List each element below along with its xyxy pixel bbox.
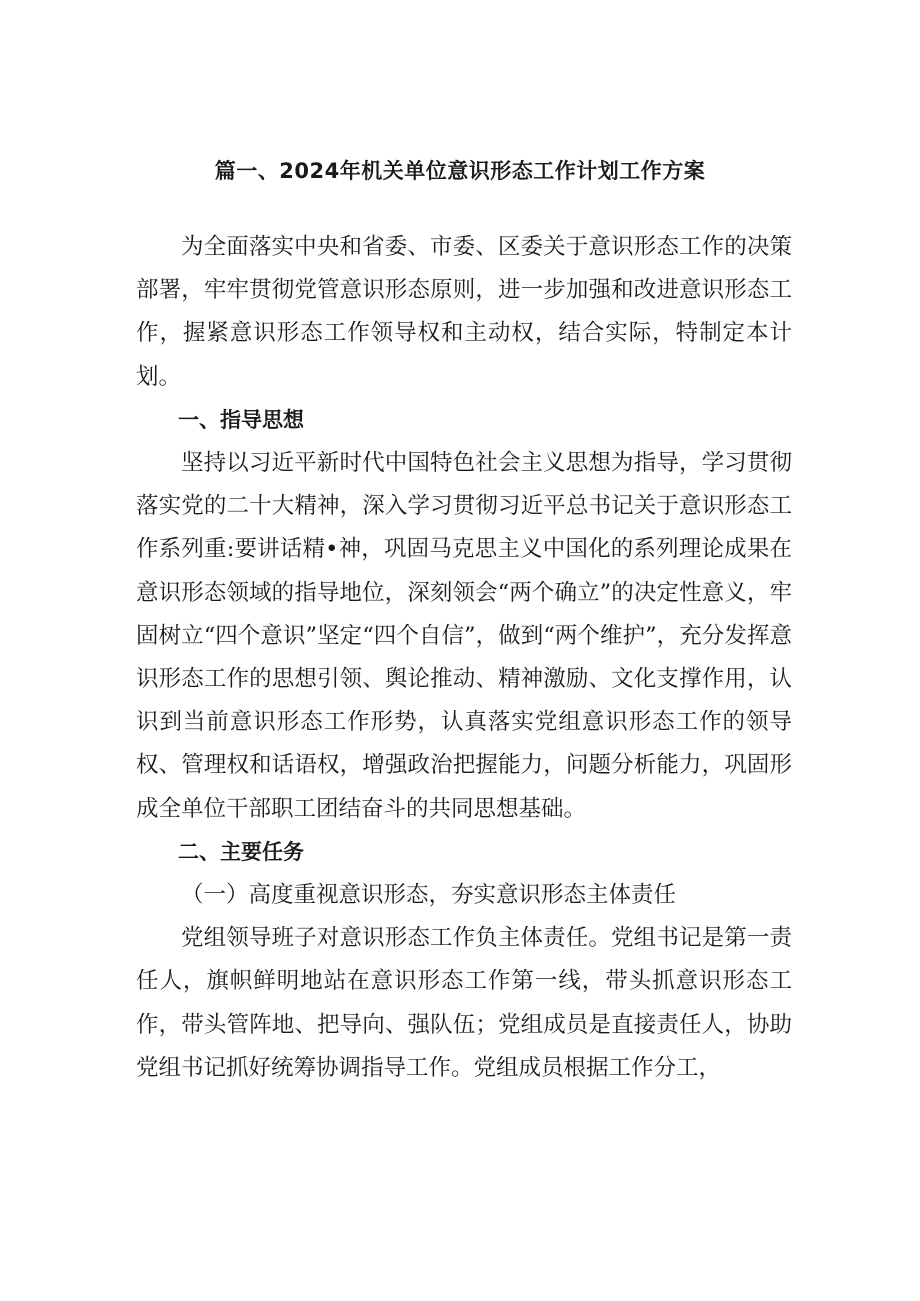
section-heading-guiding-ideology: 一、指导思想 bbox=[178, 407, 304, 432]
responsibility-paragraph: 党组领导班子对意识形态工作负主体责任。党组书记是第一责任人，旗帜鲜明地站在意识形态工作第一线，带头抓意识形态工作，带头管阵地、把导向、强队伍；党组成员是直接责任人，协助党组书记抓好统筹协调指导工作。党组成员根据工作分工， bbox=[136, 925, 792, 1081]
section-heading-main-tasks: 二、主要任务 bbox=[178, 839, 304, 864]
intro-paragraph: 为全面落实中央和省委、市委、区委关于意识形态工作的决策部署，牢牢贯彻党管意识形态原则，进一步加强和改进意识形态工作，握紧意识形态工作领导权和主动权，结合实际，特制定本计划。 bbox=[136, 234, 792, 390]
guiding-ideology-paragraph: 坚持以习近平新时代中国特色社会主义思想为指导，学习贯彻落实党的二十大精神，深入学习贯彻习近平总书记关于意识形态工作系列重:要讲话精•神，巩固马克思主义中国化的系列理论成果在意识形态领域的指导地位，深刻领会“两个确立”的决定性意义，牢固树立“四个意识”坚定“四个自信”，做到“两个维护”，充分发挥意识形态工作的思想引领、舆论推动、精神激励、文化支撑作用，认识到当前意识形态工作形势，认真落实党组意识形态工作的领导权、管理权和话语权，增强政治把握能力，问题分析能力，巩固形成全单位干部职工团结奋斗的共同思想基础。 bbox=[136, 450, 792, 822]
document-body bbox=[136, 226, 792, 1090]
document-title: 篇一、2024年机关单位意识形态工作计划工作方案 bbox=[214, 159, 706, 183]
subsection-heading-responsibility: （一）高度重视意识形态，夯实意识形态主体责任 bbox=[181, 882, 677, 909]
